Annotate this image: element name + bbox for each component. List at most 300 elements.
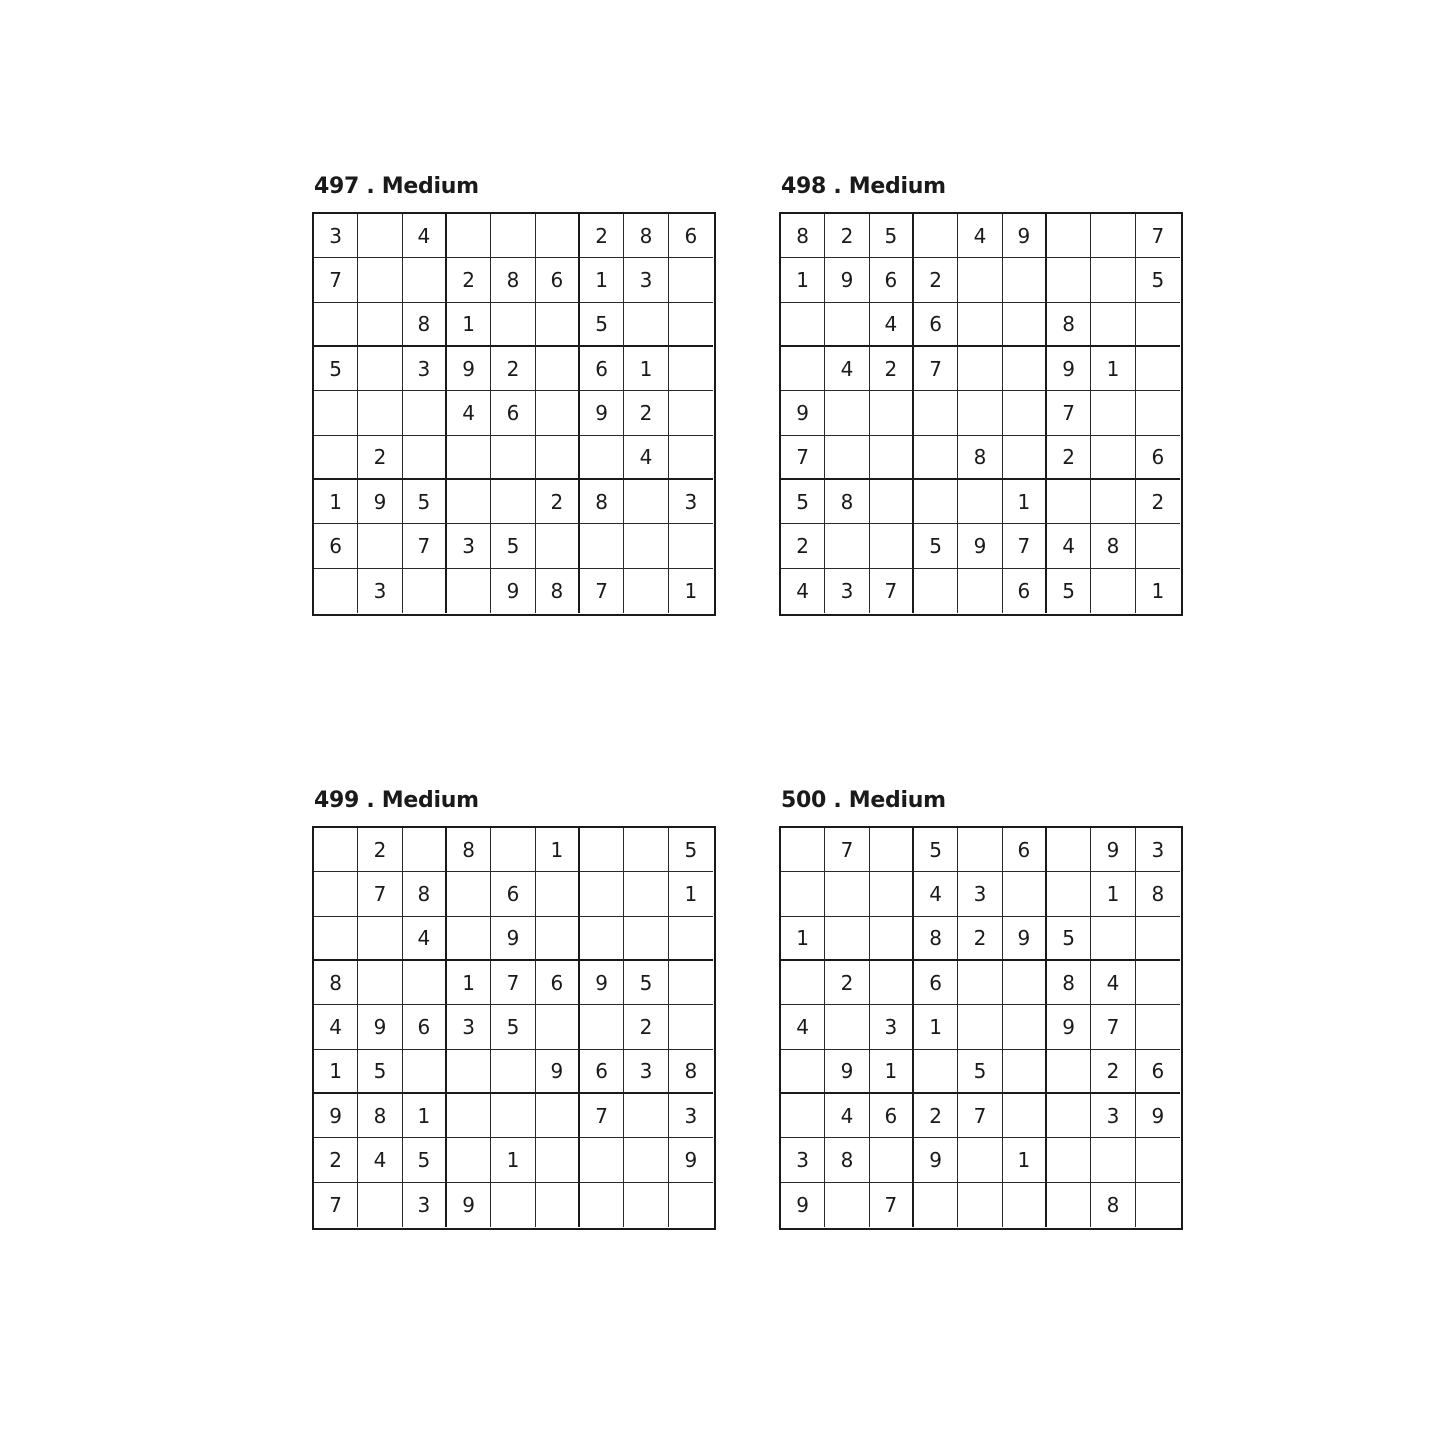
sudoku-cell[interactable]: 8 xyxy=(1091,524,1135,568)
sudoku-cell[interactable]: 8 xyxy=(1136,872,1180,916)
sudoku-cell[interactable] xyxy=(1136,961,1180,1005)
sudoku-cell[interactable] xyxy=(536,524,580,568)
sudoku-cell[interactable]: 8 xyxy=(958,436,1002,480)
sudoku-cell[interactable]: 3 xyxy=(403,1183,447,1227)
sudoku-cell[interactable] xyxy=(914,1050,958,1094)
sudoku-cell[interactable] xyxy=(1136,1005,1180,1049)
sudoku-cell[interactable]: 6 xyxy=(870,1094,914,1138)
sudoku-cell[interactable] xyxy=(1003,872,1047,916)
sudoku-cell[interactable]: 2 xyxy=(536,480,580,524)
sudoku-cell[interactable] xyxy=(825,391,869,435)
sudoku-cell[interactable]: 7 xyxy=(491,961,535,1005)
sudoku-cell[interactable]: 1 xyxy=(684,578,698,603)
sudoku-cell[interactable] xyxy=(314,872,358,916)
sudoku-cell[interactable] xyxy=(447,1138,491,1182)
sudoku-cell[interactable]: 9 xyxy=(358,480,402,524)
sudoku-cell[interactable]: 6 xyxy=(491,391,535,435)
sudoku-cell[interactable] xyxy=(624,828,668,872)
sudoku-cell[interactable] xyxy=(624,917,668,961)
sudoku-cell[interactable] xyxy=(624,303,668,347)
sudoku-cell[interactable] xyxy=(580,828,624,872)
sudoku-cell[interactable] xyxy=(358,1183,402,1227)
sudoku-cell[interactable] xyxy=(447,1094,491,1138)
sudoku-cell[interactable] xyxy=(1136,347,1180,391)
sudoku-cell[interactable]: 9 xyxy=(1003,917,1047,961)
sudoku-cell[interactable] xyxy=(491,1183,535,1227)
sudoku-cell[interactable] xyxy=(825,524,869,568)
sudoku-cell[interactable] xyxy=(447,480,491,524)
sudoku-cell[interactable] xyxy=(580,524,624,568)
sudoku-cell[interactable] xyxy=(358,961,402,1005)
sudoku-cell[interactable] xyxy=(669,303,713,347)
sudoku-cell[interactable] xyxy=(624,569,668,613)
sudoku-cell[interactable]: 1 xyxy=(491,1138,535,1182)
sudoku-cell[interactable] xyxy=(870,480,914,524)
sudoku-cell[interactable]: 2 xyxy=(624,391,668,435)
sudoku-cell[interactable]: 6 xyxy=(1136,1050,1180,1094)
sudoku-cell[interactable]: 3 xyxy=(314,214,358,258)
sudoku-cell[interactable]: 5 xyxy=(870,214,914,258)
sudoku-cell[interactable]: 5 xyxy=(580,303,624,347)
sudoku-cell[interactable]: 3 xyxy=(958,872,1002,916)
sudoku-cell[interactable]: 4 xyxy=(403,214,447,258)
sudoku-cell[interactable] xyxy=(781,828,825,872)
sudoku-cell[interactable]: 8 xyxy=(825,1138,869,1182)
sudoku-cell[interactable]: 4 xyxy=(1091,961,1135,1005)
sudoku-cell[interactable] xyxy=(958,1138,1002,1182)
sudoku-cell[interactable] xyxy=(1047,872,1091,916)
sudoku-cell[interactable]: 7 xyxy=(1003,524,1047,568)
sudoku-cell[interactable] xyxy=(870,1138,914,1182)
sudoku-cell[interactable]: 4 xyxy=(958,214,1002,258)
sudoku-cell[interactable]: 5 xyxy=(781,480,825,524)
sudoku-cell[interactable] xyxy=(358,391,402,435)
sudoku-cell[interactable] xyxy=(314,917,358,961)
sudoku-cell[interactable] xyxy=(314,391,358,435)
sudoku-cell[interactable] xyxy=(1091,569,1135,613)
sudoku-cell[interactable] xyxy=(403,961,447,1005)
sudoku-cell[interactable] xyxy=(1003,1183,1047,1227)
sudoku-cell[interactable]: 5 xyxy=(1136,258,1180,302)
sudoku-cell[interactable] xyxy=(1047,214,1091,258)
sudoku-cell[interactable]: 2 xyxy=(314,1138,358,1182)
sudoku-cell[interactable] xyxy=(358,258,402,302)
sudoku-cell[interactable]: 7 xyxy=(580,569,624,613)
sudoku-cell[interactable]: 2 xyxy=(358,828,402,872)
sudoku-cell[interactable]: 2 xyxy=(825,214,869,258)
sudoku-cell[interactable]: 7 xyxy=(403,524,447,568)
sudoku-cell[interactable] xyxy=(403,569,447,613)
sudoku-cell[interactable] xyxy=(1091,391,1135,435)
sudoku-cell[interactable]: 4 xyxy=(447,391,491,435)
sudoku-cell[interactable] xyxy=(491,480,535,524)
sudoku-cell[interactable]: 9 xyxy=(781,391,825,435)
sudoku-cell[interactable] xyxy=(314,828,358,872)
sudoku-cell[interactable] xyxy=(358,347,402,391)
sudoku-cell[interactable] xyxy=(825,1005,869,1049)
sudoku-cell[interactable]: 8 xyxy=(358,1094,402,1138)
sudoku-cell[interactable]: 8 xyxy=(491,258,535,302)
sudoku-cell[interactable]: 8 xyxy=(447,828,491,872)
sudoku-cell[interactable] xyxy=(781,1050,825,1094)
sudoku-cell[interactable]: 1 xyxy=(1091,872,1135,916)
sudoku-cell[interactable] xyxy=(1091,258,1135,302)
sudoku-cell[interactable] xyxy=(580,1005,624,1049)
sudoku-cell[interactable] xyxy=(1003,258,1047,302)
sudoku-cell[interactable] xyxy=(536,1138,580,1182)
sudoku-cell[interactable]: 5 xyxy=(491,1005,535,1049)
sudoku-cell[interactable] xyxy=(825,436,869,480)
sudoku-cell[interactable] xyxy=(958,828,1002,872)
sudoku-cell[interactable] xyxy=(825,917,869,961)
sudoku-cell[interactable]: 9 xyxy=(781,1183,825,1227)
sudoku-cell[interactable]: 7 xyxy=(580,1094,624,1138)
sudoku-cell[interactable] xyxy=(314,303,358,347)
sudoku-cell[interactable]: 4 xyxy=(403,917,447,961)
sudoku-cell[interactable] xyxy=(624,1183,668,1227)
sudoku-cell[interactable] xyxy=(825,303,869,347)
sudoku-cell[interactable]: 2 xyxy=(624,1005,668,1049)
sudoku-cell[interactable]: 7 xyxy=(1091,1005,1135,1049)
sudoku-cell[interactable] xyxy=(403,391,447,435)
sudoku-cell[interactable]: 7 xyxy=(825,828,869,872)
sudoku-cell[interactable]: 5 xyxy=(314,347,358,391)
sudoku-cell[interactable] xyxy=(1136,303,1180,347)
sudoku-cell[interactable]: 5 xyxy=(914,524,958,568)
sudoku-cell[interactable]: 7 xyxy=(314,1183,358,1227)
sudoku-cell[interactable]: 7 xyxy=(1047,391,1091,435)
sudoku-cell[interactable] xyxy=(536,872,580,916)
sudoku-cell[interactable] xyxy=(1003,961,1047,1005)
sudoku-cell[interactable] xyxy=(1091,1138,1135,1182)
sudoku-cell[interactable] xyxy=(447,214,491,258)
sudoku-cell[interactable]: 2 xyxy=(825,961,869,1005)
sudoku-cell[interactable] xyxy=(314,436,358,480)
sudoku-cell[interactable] xyxy=(403,258,447,302)
sudoku-cell[interactable]: 8 xyxy=(669,1050,713,1094)
sudoku-cell[interactable]: 8 xyxy=(1091,1183,1135,1227)
sudoku-cell[interactable]: 3 xyxy=(870,1005,914,1049)
sudoku-cell[interactable] xyxy=(914,1183,958,1227)
sudoku-cell[interactable] xyxy=(536,1005,580,1049)
sudoku-cell[interactable]: 2 xyxy=(580,214,624,258)
sudoku-cell[interactable]: 3 xyxy=(825,569,869,613)
sudoku-cell[interactable]: 6 xyxy=(536,258,580,302)
sudoku-cell[interactable] xyxy=(403,828,447,872)
sudoku-cell[interactable] xyxy=(536,1094,580,1138)
sudoku-cell[interactable] xyxy=(491,1050,535,1094)
sudoku-cell[interactable]: 9 xyxy=(669,1138,713,1182)
sudoku-cell[interactable]: 2 xyxy=(870,347,914,391)
sudoku-cell[interactable]: 2 xyxy=(358,436,402,480)
sudoku-cell[interactable] xyxy=(1047,1138,1091,1182)
sudoku-cell[interactable]: 9 xyxy=(536,1050,580,1094)
sudoku-cell[interactable] xyxy=(870,828,914,872)
sudoku-cell[interactable]: 7 xyxy=(1136,214,1180,258)
sudoku-cell[interactable]: 4 xyxy=(1047,524,1091,568)
sudoku-cell[interactable] xyxy=(1047,1094,1091,1138)
sudoku-cell[interactable]: 9 xyxy=(1047,1005,1091,1049)
sudoku-cell[interactable] xyxy=(447,917,491,961)
sudoku-cell[interactable]: 4 xyxy=(914,872,958,916)
sudoku-cell[interactable]: 8 xyxy=(314,961,358,1005)
sudoku-cell[interactable] xyxy=(580,436,624,480)
sudoku-cell[interactable]: 3 xyxy=(669,1094,713,1138)
sudoku-cell[interactable] xyxy=(447,1050,491,1094)
sudoku-cell[interactable] xyxy=(536,1183,580,1227)
sudoku-cell[interactable]: 6 xyxy=(491,872,535,916)
sudoku-cell[interactable]: 9 xyxy=(1047,347,1091,391)
sudoku-cell[interactable]: 8 xyxy=(536,569,580,613)
sudoku-cell[interactable]: 1 xyxy=(914,1005,958,1049)
sudoku-cell[interactable] xyxy=(1136,524,1180,568)
sudoku-cell[interactable] xyxy=(1136,917,1180,961)
sudoku-cell[interactable] xyxy=(669,258,713,302)
sudoku-cell[interactable]: 7 xyxy=(914,347,958,391)
sudoku-cell[interactable]: 9 xyxy=(914,1138,958,1182)
sudoku-cell[interactable]: 9 xyxy=(491,917,535,961)
sudoku-cell[interactable]: 6 xyxy=(914,961,958,1005)
sudoku-cell[interactable]: 8 xyxy=(781,214,825,258)
sudoku-cell[interactable]: 7 xyxy=(781,436,825,480)
sudoku-cell[interactable]: 8 xyxy=(624,214,668,258)
sudoku-cell[interactable]: 3 xyxy=(669,480,713,524)
sudoku-cell[interactable] xyxy=(958,1005,1002,1049)
sudoku-cell[interactable] xyxy=(491,436,535,480)
sudoku-cell[interactable]: 7 xyxy=(958,1094,1002,1138)
sudoku-cell[interactable] xyxy=(1091,480,1135,524)
sudoku-cell[interactable] xyxy=(958,961,1002,1005)
sudoku-cell[interactable]: 9 xyxy=(447,347,491,391)
sudoku-cell[interactable] xyxy=(781,961,825,1005)
sudoku-cell[interactable]: 5 xyxy=(403,1138,447,1182)
sudoku-cell[interactable]: 9 xyxy=(580,391,624,435)
sudoku-cell[interactable]: 5 xyxy=(914,828,958,872)
sudoku-cell[interactable] xyxy=(580,1183,624,1227)
sudoku-cell[interactable] xyxy=(1091,436,1135,480)
sudoku-cell[interactable] xyxy=(870,391,914,435)
sudoku-cell[interactable] xyxy=(870,436,914,480)
sudoku-cell[interactable] xyxy=(624,480,668,524)
sudoku-cell[interactable]: 5 xyxy=(669,828,713,872)
sudoku-cell[interactable] xyxy=(1091,214,1135,258)
sudoku-cell[interactable] xyxy=(536,917,580,961)
sudoku-cell[interactable] xyxy=(958,569,1002,613)
sudoku-cell[interactable] xyxy=(781,347,825,391)
sudoku-cell[interactable]: 2 xyxy=(914,1094,958,1138)
sudoku-cell[interactable] xyxy=(536,303,580,347)
sudoku-cell[interactable]: 5 xyxy=(958,1050,1002,1094)
sudoku-cell[interactable]: 3 xyxy=(358,569,402,613)
sudoku-cell[interactable] xyxy=(1047,480,1091,524)
sudoku-cell[interactable]: 1 xyxy=(403,1094,447,1138)
sudoku-cell[interactable]: 5 xyxy=(491,524,535,568)
sudoku-cell[interactable]: 2 xyxy=(491,347,535,391)
sudoku-cell[interactable] xyxy=(781,303,825,347)
sudoku-cell[interactable]: 5 xyxy=(403,480,447,524)
sudoku-cell[interactable] xyxy=(1003,1005,1047,1049)
sudoku-cell[interactable] xyxy=(914,214,958,258)
sudoku-cell[interactable]: 6 xyxy=(536,961,580,1005)
sudoku-cell[interactable]: 1 xyxy=(1091,347,1135,391)
sudoku-cell[interactable] xyxy=(580,872,624,916)
sudoku-cell[interactable] xyxy=(825,872,869,916)
sudoku-cell[interactable] xyxy=(491,1094,535,1138)
sudoku-cell[interactable]: 9 xyxy=(358,1005,402,1049)
sudoku-cell[interactable]: 2 xyxy=(1136,480,1180,524)
sudoku-cell[interactable]: 2 xyxy=(914,258,958,302)
sudoku-cell[interactable]: 4 xyxy=(825,347,869,391)
sudoku-cell[interactable]: 9 xyxy=(958,524,1002,568)
sudoku-cell[interactable] xyxy=(958,391,1002,435)
sudoku-cell[interactable]: 5 xyxy=(1047,569,1091,613)
sudoku-cell[interactable]: 1 xyxy=(781,917,825,961)
sudoku-cell[interactable] xyxy=(1136,1138,1180,1182)
sudoku-cell[interactable] xyxy=(669,436,713,480)
sudoku-cell[interactable]: 3 xyxy=(624,258,668,302)
sudoku-cell[interactable] xyxy=(669,917,713,961)
sudoku-cell[interactable]: 8 xyxy=(403,303,447,347)
sudoku-cell[interactable] xyxy=(1003,436,1047,480)
sudoku-cell[interactable] xyxy=(669,961,713,1005)
sudoku-cell[interactable]: 3 xyxy=(781,1138,825,1182)
sudoku-cell[interactable] xyxy=(403,436,447,480)
sudoku-cell[interactable]: 1 xyxy=(314,1050,358,1094)
sudoku-cell[interactable]: 6 xyxy=(1003,828,1047,872)
sudoku-cell[interactable]: 1 xyxy=(624,347,668,391)
sudoku-cell[interactable] xyxy=(491,828,535,872)
sudoku-cell[interactable]: 1 xyxy=(447,961,491,1005)
sudoku-cell[interactable] xyxy=(1047,828,1091,872)
sudoku-cell[interactable]: 8 xyxy=(580,480,624,524)
sudoku-cell[interactable]: 1 xyxy=(781,258,825,302)
sudoku-cell[interactable]: 7 xyxy=(870,1183,914,1227)
sudoku-cell[interactable]: 2 xyxy=(958,917,1002,961)
sudoku-cell[interactable] xyxy=(580,1138,624,1182)
sudoku-cell[interactable]: 9 xyxy=(1091,828,1135,872)
sudoku-cell[interactable] xyxy=(1003,303,1047,347)
sudoku-cell[interactable]: 9 xyxy=(1003,214,1047,258)
sudoku-cell[interactable]: 6 xyxy=(914,303,958,347)
sudoku-cell[interactable] xyxy=(1091,917,1135,961)
sudoku-cell[interactable] xyxy=(914,391,958,435)
sudoku-cell[interactable]: 6 xyxy=(870,258,914,302)
sudoku-cell[interactable]: 7 xyxy=(314,258,358,302)
sudoku-cell[interactable]: 2 xyxy=(1091,1050,1135,1094)
sudoku-cell[interactable] xyxy=(536,214,580,258)
sudoku-cell[interactable] xyxy=(870,961,914,1005)
sudoku-cell[interactable]: 8 xyxy=(1047,961,1091,1005)
sudoku-cell[interactable] xyxy=(669,347,713,391)
sudoku-cell[interactable]: 7 xyxy=(358,872,402,916)
sudoku-cell[interactable]: 7 xyxy=(870,569,914,613)
sudoku-cell[interactable] xyxy=(870,524,914,568)
sudoku-cell[interactable]: 1 xyxy=(314,480,358,524)
sudoku-cell[interactable] xyxy=(870,917,914,961)
sudoku-cell[interactable] xyxy=(825,1183,869,1227)
sudoku-cell[interactable]: 9 xyxy=(1136,1094,1180,1138)
sudoku-cell[interactable] xyxy=(624,524,668,568)
sudoku-cell[interactable]: 3 xyxy=(1091,1094,1135,1138)
sudoku-cell[interactable] xyxy=(536,347,580,391)
sudoku-cell[interactable]: 2 xyxy=(447,258,491,302)
sudoku-cell[interactable] xyxy=(1047,1183,1091,1227)
sudoku-cell[interactable]: 1 xyxy=(669,872,713,916)
sudoku-cell[interactable] xyxy=(403,1050,447,1094)
sudoku-cell[interactable] xyxy=(781,872,825,916)
sudoku-cell[interactable] xyxy=(358,917,402,961)
sudoku-cell[interactable] xyxy=(358,214,402,258)
sudoku-cell[interactable] xyxy=(447,436,491,480)
sudoku-cell[interactable]: 5 xyxy=(1047,917,1091,961)
sudoku-cell[interactable] xyxy=(447,872,491,916)
sudoku-cell[interactable]: 5 xyxy=(358,1050,402,1094)
sudoku-cell[interactable]: 1 xyxy=(536,828,580,872)
sudoku-cell[interactable]: 8 xyxy=(914,917,958,961)
sudoku-cell[interactable]: 2 xyxy=(781,524,825,568)
sudoku-cell[interactable]: 6 xyxy=(580,347,624,391)
sudoku-cell[interactable] xyxy=(491,303,535,347)
sudoku-cell[interactable] xyxy=(1047,1050,1091,1094)
sudoku-cell[interactable]: 4 xyxy=(781,1005,825,1049)
sudoku-cell[interactable]: 2 xyxy=(1047,436,1091,480)
sudoku-cell[interactable] xyxy=(1136,1183,1180,1227)
sudoku-cell[interactable] xyxy=(914,480,958,524)
sudoku-cell[interactable] xyxy=(536,391,580,435)
sudoku-cell[interactable]: 6 xyxy=(403,1005,447,1049)
sudoku-cell[interactable] xyxy=(358,303,402,347)
sudoku-cell[interactable]: 4 xyxy=(358,1138,402,1182)
sudoku-cell[interactable]: 8 xyxy=(403,872,447,916)
sudoku-cell[interactable] xyxy=(536,436,580,480)
sudoku-cell[interactable]: 1 xyxy=(1003,1138,1047,1182)
sudoku-cell[interactable] xyxy=(624,872,668,916)
sudoku-cell[interactable]: 9 xyxy=(491,569,535,613)
sudoku-cell[interactable] xyxy=(669,524,713,568)
sudoku-cell[interactable]: 4 xyxy=(870,303,914,347)
sudoku-cell[interactable] xyxy=(624,1138,668,1182)
sudoku-cell[interactable] xyxy=(914,436,958,480)
sudoku-cell[interactable] xyxy=(870,872,914,916)
sudoku-cell[interactable]: 6 xyxy=(1136,436,1180,480)
sudoku-cell[interactable] xyxy=(580,917,624,961)
sudoku-cell[interactable] xyxy=(958,1183,1002,1227)
sudoku-cell[interactable] xyxy=(914,569,958,613)
sudoku-cell[interactable] xyxy=(314,569,358,613)
sudoku-cell[interactable]: 6 xyxy=(1003,569,1047,613)
sudoku-cell[interactable]: 6 xyxy=(314,524,358,568)
sudoku-cell[interactable] xyxy=(1003,391,1047,435)
sudoku-cell[interactable]: 1 xyxy=(447,303,491,347)
sudoku-cell[interactable]: 1 xyxy=(1151,578,1165,603)
sudoku-cell[interactable] xyxy=(624,1094,668,1138)
sudoku-cell[interactable] xyxy=(1047,258,1091,302)
sudoku-cell[interactable]: 4 xyxy=(624,436,668,480)
sudoku-cell[interactable] xyxy=(358,524,402,568)
sudoku-cell[interactable]: 8 xyxy=(1047,303,1091,347)
sudoku-cell[interactable]: 6 xyxy=(580,1050,624,1094)
sudoku-cell[interactable]: 6 xyxy=(669,214,713,258)
sudoku-cell[interactable] xyxy=(669,1183,713,1227)
sudoku-cell[interactable] xyxy=(1003,1050,1047,1094)
sudoku-cell[interactable] xyxy=(669,391,713,435)
sudoku-cell[interactable]: 5 xyxy=(624,961,668,1005)
sudoku-cell[interactable]: 8 xyxy=(825,480,869,524)
sudoku-cell[interactable] xyxy=(958,480,1002,524)
sudoku-cell[interactable]: 4 xyxy=(825,1094,869,1138)
sudoku-cell[interactable] xyxy=(669,1005,713,1049)
sudoku-cell[interactable]: 9 xyxy=(825,258,869,302)
